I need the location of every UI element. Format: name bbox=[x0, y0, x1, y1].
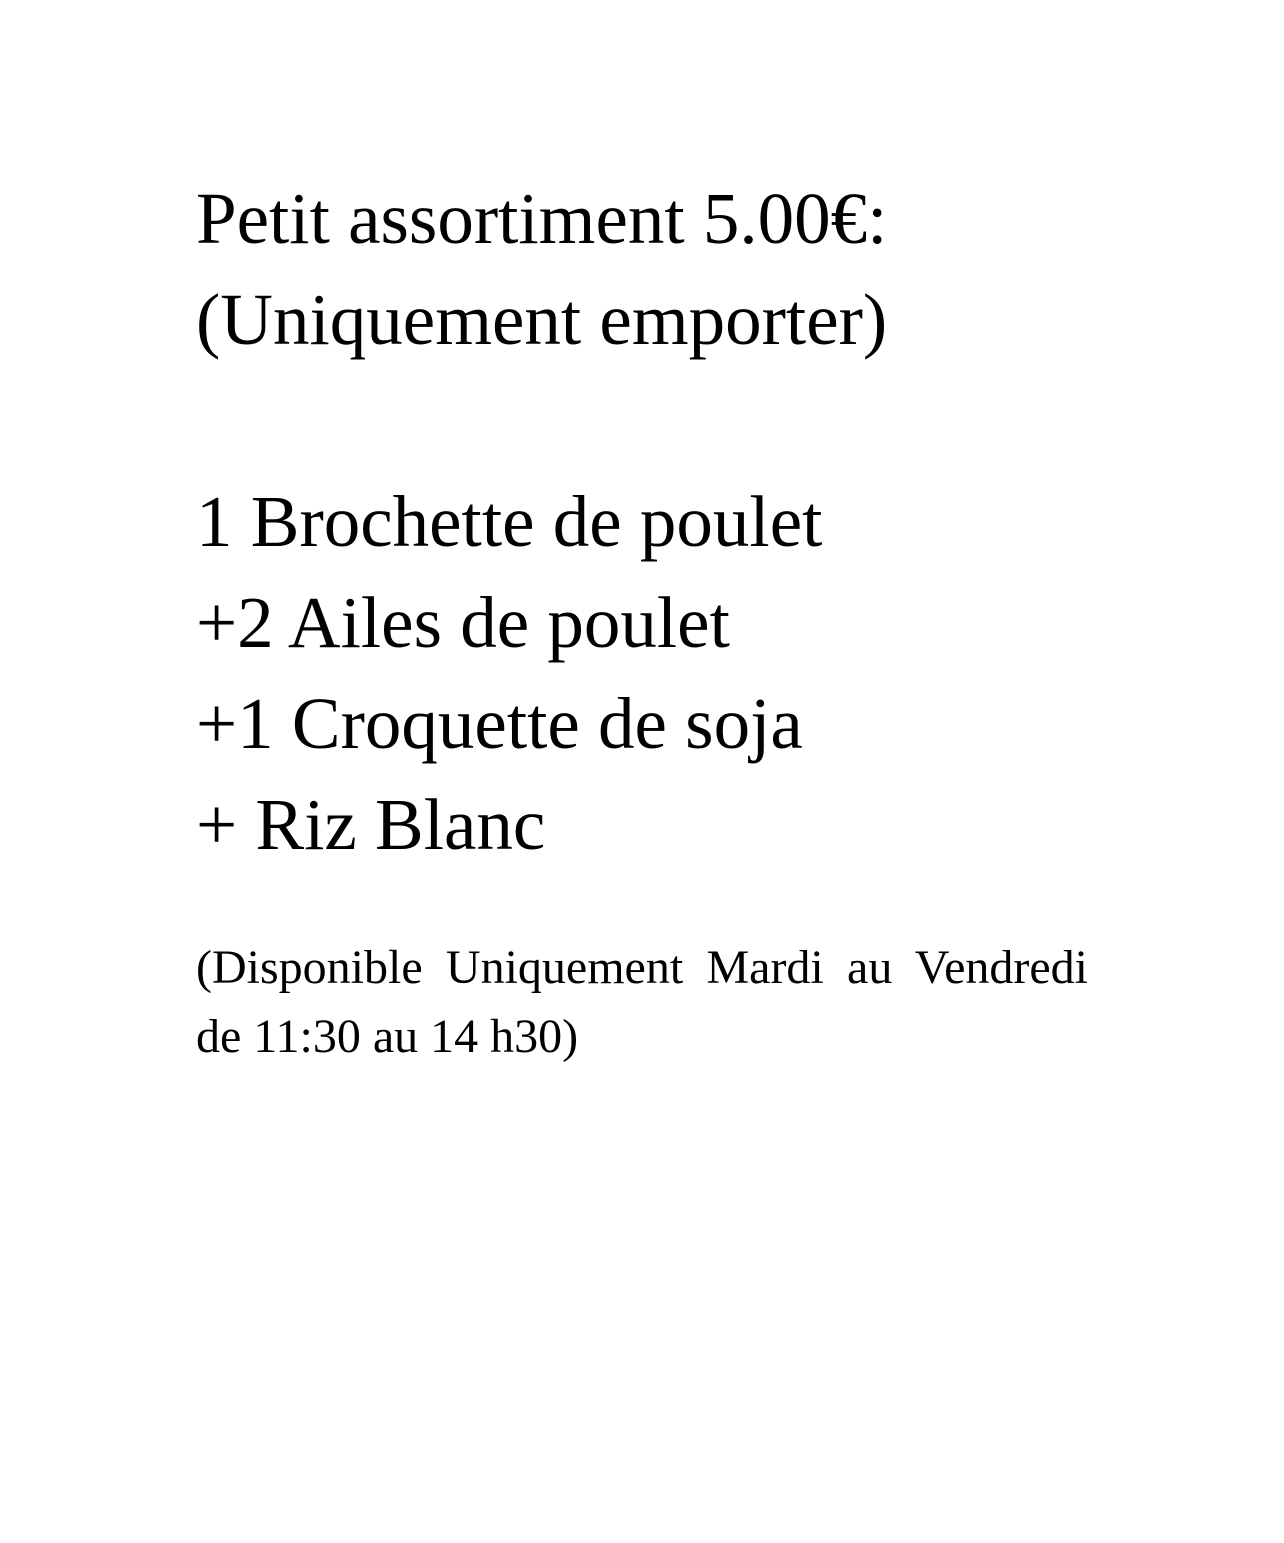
offer-items-list bbox=[196, 471, 1088, 875]
list-item: 1 Brochette de poulet bbox=[196, 481, 823, 562]
list-item: +2 Ailes de poulet bbox=[196, 582, 730, 663]
offer-subtitle: (Uniquement emporter) bbox=[196, 279, 888, 360]
availability-note: (Disponible Uniquement Mardi au Vendredi de 11:30 au 14 h30) bbox=[196, 941, 1088, 1063]
list-item: + Riz Blanc bbox=[196, 784, 546, 865]
offer-title: Petit assortiment 5.00€: bbox=[196, 178, 888, 259]
menu-document bbox=[196, 168, 1088, 1119]
list-item: +1 Croquette de soja bbox=[196, 683, 803, 764]
offer-header bbox=[196, 168, 1088, 370]
